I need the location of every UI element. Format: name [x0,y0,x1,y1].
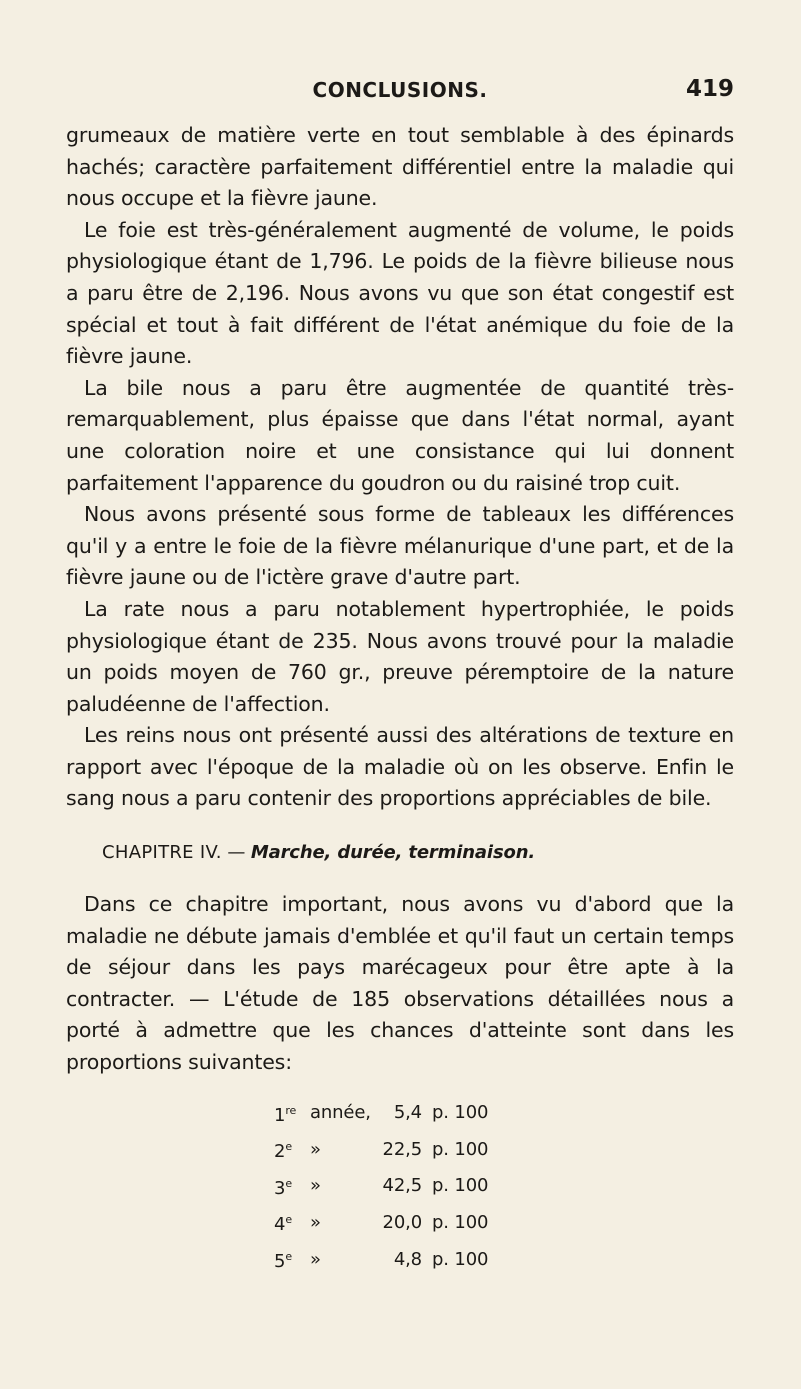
chapter-dash: — [221,842,251,864]
year-rank: 5e [274,1250,292,1272]
percent-value: 5,4 [393,1102,422,1124]
table-row [274,1241,512,1278]
table-row [274,1204,512,1241]
paragraph: Le foie est très-généralement augmenté de volume, le poids physiologique étant de 1,796. Le poids de la fièvre bilieuse nous a paru être de 2,196. Nous avons vu que son état congestif est spécial et tout à fait différent de l'état anémique du foie de la fièvre jaune. [66,217,734,369]
running-head [66,76,734,108]
year-rank: 2e [274,1140,292,1163]
percent-value: 22,5 [382,1138,422,1160]
year-rank: 1re [274,1103,297,1126]
paragraph: La bile nous a paru être augmentée de quantité très-remarquablement, plus épaisse que dans l'état normal, ayant une coloration noire et une consistance qui lui donnent parfaitement l'apparence du goudron ou du raisiné trop cuit. [66,375,734,495]
percent-value: 20,0 [382,1211,422,1233]
percent-unit: p. 100 [432,1248,489,1270]
page-body [66,120,734,1278]
percent-value: 42,5 [382,1175,422,1197]
chapter-title: Marche, durée, terminaison. [250,842,536,864]
table-row [274,1131,512,1168]
incidence-table [274,1095,512,1278]
percent-unit: p. 100 [432,1102,489,1124]
paragraph: Nous avons présenté sous forme de tableaux les différences qu'il y a entre le foie de la fièvre mélanurique d'une part, et de la fièvre jaune ou de l'ictère grave d'autre part. [66,502,734,590]
paragraph: La rate nous a paru notablement hypertrophiée, le poids physiologique étant de 235. Nous avons trouvé pour la maladie un poids moyen de 760 gr., preuve péremptoire de la nature paludéenne de l'affection. [66,596,734,716]
running-title: CONCLUSIONS. [312,78,488,102]
year-word: » [310,1211,321,1233]
paragraph: Les reins nous ont présenté aussi des altérations de texture en rapport avec l'époque de la maladie où on les observe. Enfin le sang nous a paru contenir des proportions appréciables de bile. [66,723,734,811]
year-word: » [310,1138,321,1160]
year-word: » [310,1248,321,1270]
year-word: année, [310,1102,371,1124]
chapter-paragraph: Dans ce chapitre important, nous avons vu d'abord que la maladie ne débute jamais d'emblée et qu'il faut un certain temps de séjour dans les pays marécageux pour être apte à la contracter. — L'étude de 185 observations détaillées nous a porté à admettre que les chances d'atteinte sont dans les proportions suivantes: [66,892,734,1075]
percent-unit: p. 100 [432,1211,489,1233]
year-rank: 3e [274,1176,292,1199]
chapter-heading [66,839,734,867]
page-number: 419 [685,76,734,102]
paragraph: grumeaux de matière verte en tout semblable à des épinards hachés; caractère parfaitement différentiel entre la maladie qui nous occupe et la fièvre jaune. [66,123,734,211]
chapter-label: CHAPITRE IV. [102,842,222,864]
year-rank: 4e [274,1213,292,1236]
percent-unit: p. 100 [432,1175,489,1197]
table-row [274,1168,512,1205]
percent-unit: p. 100 [432,1138,489,1160]
year-word: » [310,1175,321,1197]
percent-value: 4,8 [393,1248,422,1270]
table-row [274,1095,512,1132]
